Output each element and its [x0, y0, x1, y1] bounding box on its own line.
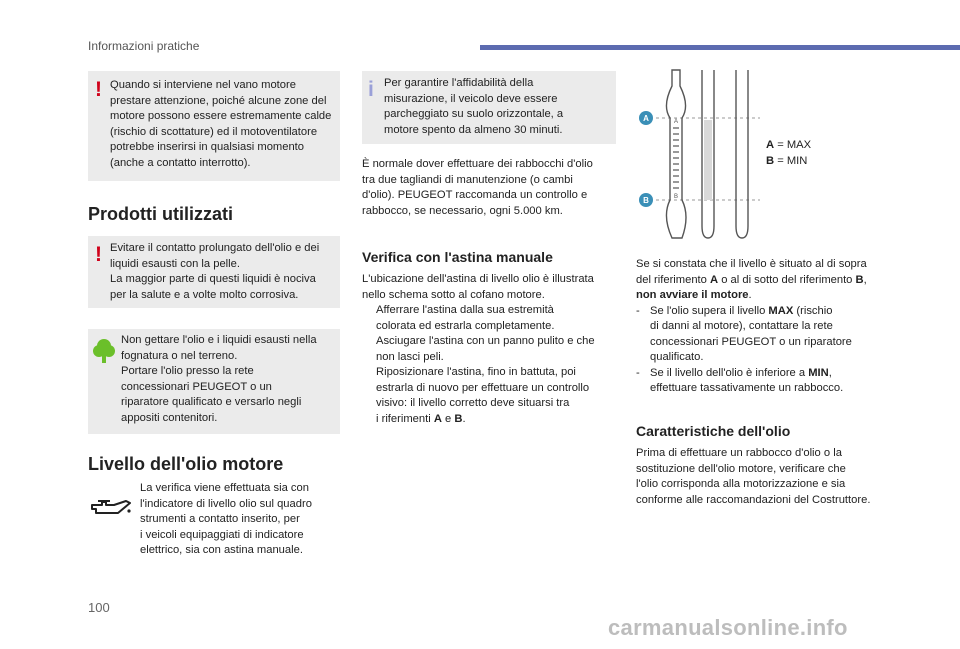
- heading-products: Prodotti utilizzati: [88, 204, 233, 224]
- info-text: Per garantire l'affidabilità della misurazione, il veicolo deve essere parcheggiato su suolo orizzontale, a motore spento da almeno 30 minuti.: [384, 77, 564, 136]
- oil-level-text: La verifica viene effettuata sia con l'indicatore di livello olio sul quadro strumenti a contatto inserito, per i veicoli equipaggiati di indicatore elettrico, sia con astina manuale.: [140, 482, 312, 556]
- marker-b-label: B: [643, 196, 649, 205]
- tick-label-a: A: [673, 119, 679, 125]
- list-item: Afferrare l'astina dalla sua estremità colorata ed estrarla completamente.: [376, 304, 555, 332]
- oil-fill: [704, 120, 712, 200]
- info-icon: i: [368, 78, 374, 101]
- list-item: Asciugare l'astina con un panno pulito e che non lasci peli.: [376, 335, 595, 363]
- level-check-text: Se si constata che il livello è situato al di sopra del riferimento A o al di sotto del riferimento B, non avviare il motore. - Se l'olio supera il livello MAX (rischio di danni al motore), contattare la rete concessionari PEUGEOT o un riparatore qualificato. - Se il livello dell'olio è inferiore a MIN, effettuare tassativamente un rabbocco.: [636, 257, 894, 397]
- eco-text: Non gettare l'olio e i liquidi esausti nella fognatura o nel terreno. Portare l'olio presso la rete concessionari PEUGEOT o un riparatore qualificato e versarlo negli appositi contenitori.: [121, 334, 317, 424]
- heading-oil-specs: Caratteristiche dell'olio: [636, 423, 791, 439]
- page-number: 100: [88, 600, 110, 615]
- warning-text: Evitare il contatto prolungato dell'olio e dei liquidi esausti con la pelle. La maggior parte di questi liquidi è nociva per la salute e a volte molto corrosiva.: [110, 242, 320, 301]
- normal-topup-text: È normale dover effettuare dei rabbocchi d'olio tra due tagliandi di manutenzione (o cambi d'olio). PEUGEOT raccomanda un controllo e rabbocco, se necessario, ogni 5.000 km.: [362, 158, 593, 217]
- dipstick-steps: [362, 303, 620, 427]
- warning-box-skin: [88, 236, 340, 308]
- oil-specs-text: Prima di effettuare un rabbocco d'olio o la sostituzione dell'olio motore, verificare che l'olio corrisponda alla motorizzazione e sia conforme alle raccomandazioni del Costruttore.: [636, 447, 871, 506]
- section-title: Informazioni pratiche: [88, 39, 200, 53]
- warning-icon: !: [95, 78, 102, 101]
- list-item: Riposizionare l'astina, fino in battuta, poi estrarla di nuovo per effettuare un controllo visivo: il livello corretto deve situarsi tra i riferimenti A e B.: [376, 366, 590, 425]
- heading-dipstick: Verifica con l'astina manuale: [362, 249, 553, 265]
- list-item: - Se l'olio supera il livello MAX (rischio di danni al motore), contattare la rete concessionari PEUGEOT o un riparatore qualificato.: [636, 304, 852, 363]
- warning-text: Quando si interviene nel vano motore prestare attenzione, poiché alcune zone del motore possono essere estremamente calde (rischio di scottature) ed il motoventilatore potrebbe inserirsi in qualsiasi momento (anche a contatto interrotto).: [110, 79, 332, 169]
- oil-can-icon: [88, 497, 132, 519]
- max-min-legend: A = MAX B = MIN: [766, 139, 812, 167]
- tree-icon: [93, 338, 115, 364]
- eco-box: [88, 329, 340, 434]
- dipstick-intro: L'ubicazione dell'astina di livello olio è illustrata nello schema sotto al cofano motore.: [362, 273, 594, 301]
- info-box: [362, 71, 616, 144]
- tick-label-b: B: [673, 194, 679, 200]
- header-accent-bar: [480, 45, 960, 50]
- warning-icon: !: [95, 243, 102, 266]
- heading-oil-level: Livello dell'olio motore: [88, 454, 284, 474]
- warning-box-engine: [88, 71, 340, 181]
- dipstick-diagram: [632, 66, 762, 244]
- watermark: carmanualsonline.info: [608, 615, 848, 640]
- list-item: - Se il livello dell'olio è inferiore a MIN, effettuare tassativamente un rabbocco.: [636, 366, 844, 394]
- marker-a-label: A: [643, 114, 649, 123]
